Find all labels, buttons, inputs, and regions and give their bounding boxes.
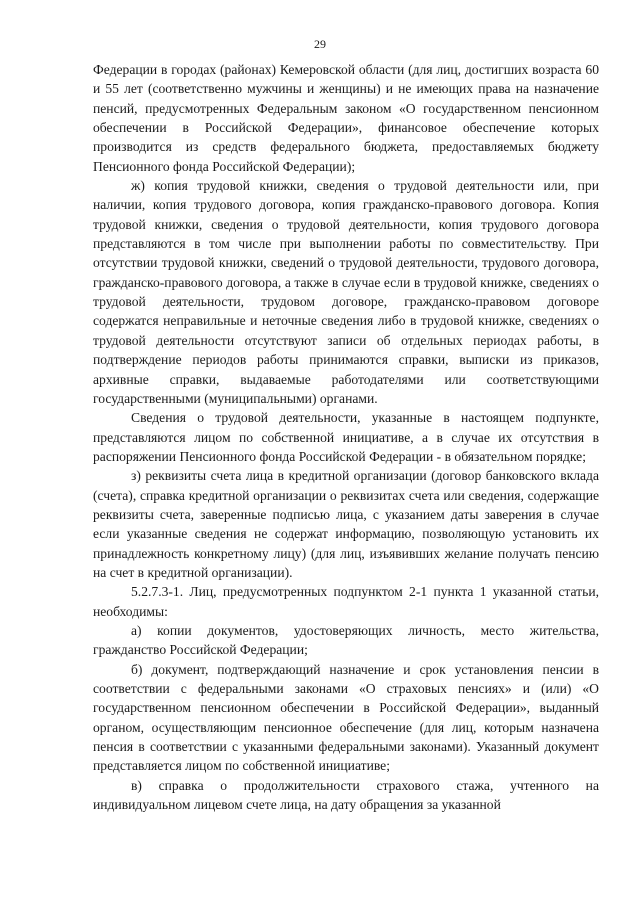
paragraph-item-z: з) реквизиты счета лица в кредитной организации (договор банковского вклада (счета), справка кредитной организации о реквизитах счета или сведения, содержащие реквизиты счета, заверенные подписью лица, с указанием даты заверения в случае если указанные сведения не содержат информацию, позволяющую установить их принадлежность конкретному лицу) (для лиц, изъявивших желание получать пенсию на счет в кредитной организации). [93,468,599,580]
paragraph-work-info-note: Сведения о трудовой деятельности, указанные в настоящем подпункте, представляются лицом по собственной инициативе, а в случае их отсутствия в распоряжении Пенсионного фонда Российской Федерации - в обязательном порядке; [93,410,599,464]
page-number: 29 [314,37,326,51]
paragraph-item-zh: ж) копия трудовой книжки, сведения о трудовой деятельности или, при наличии, копия трудового договора, копия гражданско-правового договора. Копия трудовой книжки, сведения о трудовой деятельности, копия трудового договора представляются в том числе при выполнении работы по совместительству. При отсутствии трудовой книжки, сведений о трудовой деятельности, трудового договора, гражданско-правового договора, а также в случае если в трудовой книжке, сведениях о трудовой деятельности, трудовом договоре, гражданско-правовом договоре содержатся неправильные и неточные сведения либо в трудовой книжке, сведениях о трудовой деятельности отсутствуют записи об отдельных периодах работы, в подтверждение периодов работы принимаются справки, выписки из приказов, архивные справки, выдаваемые работодателями или соответствующими государственными (муниципальными) органами. [93,178,599,406]
paragraph-item-v: в) справка о продолжительности страхового стажа, учтенного на индивидуальном лицевом счете лица, на дату обращения за указанной [93,777,599,813]
paragraph-item-b: б) документ, подтверждающий назначение и срок установления пенсии в соответствии с федеральными законами «О страховых пенсиях» и (или) «О государственном пенсионном обеспечении в Российской Федерации», выданный органом, осуществляющим пенсионное обеспечение (для лиц, которым назначена пенсия в соответствии с указанными федеральными законами). Указанный документ представляется лицом по собственной инициативе; [93,661,599,774]
paragraph-section-5-2-7-3-1: 5.2.7.3-1. Лиц, предусмотренных подпунктом 2-1 пункта 1 указанной статьи, необходимы: [93,584,599,619]
paragraph-intro-continuation: Федерации в городах (районах) Кемеровской области (для лиц, достигших возраста 60 и 55 лет (соответственно мужчины и женщины) и не имеющих права на назначение пенсий, предусмотренных Федеральным законом «О государственном пенсионном обеспечении в Российской Федерации», финансовое обеспечение которых производится из средств федерального бюджета, предоставляемых бюджету Пенсионного фонда Российской Федерации); [93,62,599,174]
document-body [93,60,599,814]
paragraph-item-a: а) копии документов, удостоверяющих личность, место жительства, гражданство Российской Федерации; [93,622,599,658]
